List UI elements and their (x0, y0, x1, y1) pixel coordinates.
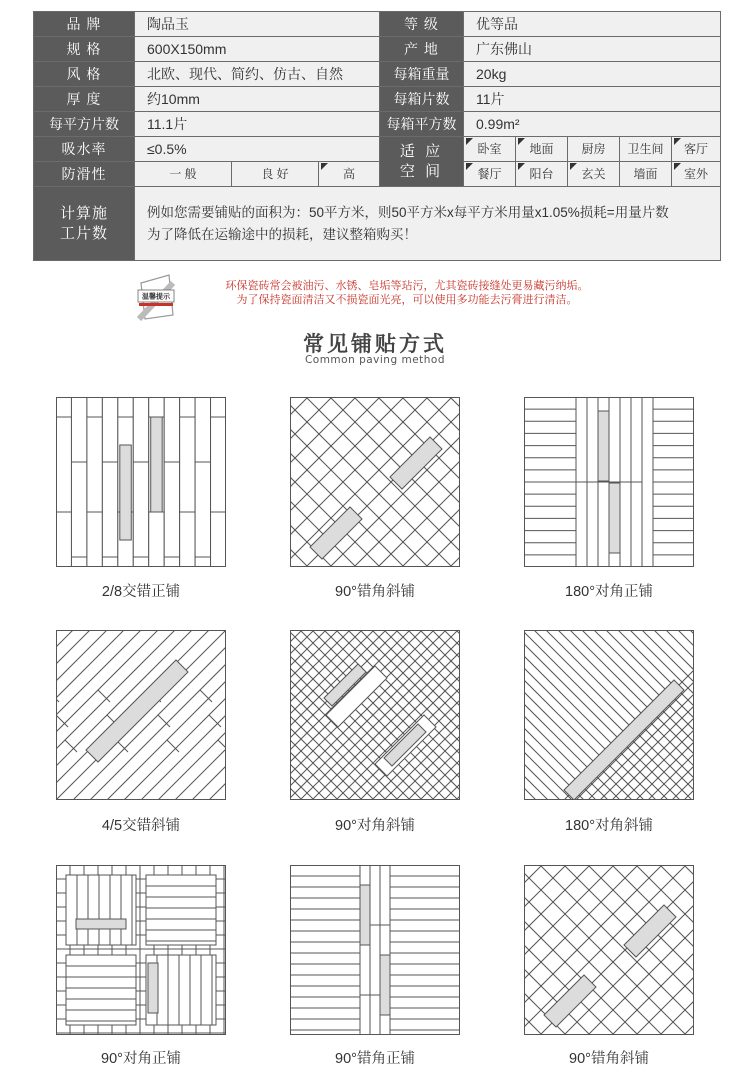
tile-mark (290, 630, 422, 800)
style-label: 风 格 (34, 62, 134, 86)
calc-label-line1: 计算施 (59, 204, 108, 222)
calc-label (34, 187, 134, 260)
per-sqm-value: 11.1片 (135, 112, 379, 136)
tile-mark (420, 630, 460, 800)
pattern-caption-7: 90°对角正铺 (101, 1051, 181, 1067)
pattern-caption-9: 90°错角斜铺 (569, 1051, 649, 1067)
tile-mark (360, 885, 370, 945)
space-balcony: 阳台 (516, 162, 567, 186)
tile-mark (209, 715, 221, 727)
pattern-2 (290, 397, 460, 567)
section-subtitle: Common paving method (304, 354, 446, 366)
slip-good: 良 好 (232, 162, 318, 186)
tile-mark (200, 690, 212, 702)
absorption-value: ≤0.5% (135, 137, 379, 161)
tile-mark (164, 397, 179, 567)
tile-mark (348, 630, 460, 800)
tip-line-1: 环保瓷砖常会被油污、水锈、皂垢等玷污，尤其瓷砖接缝处更易藏污纳垢。 (225, 280, 589, 292)
tile-mark (609, 483, 620, 553)
size-value: 600X150mm (135, 37, 379, 61)
pattern-caption-3: 180°对角正铺 (565, 584, 653, 600)
tile-mark (380, 955, 390, 1015)
space-living-room: 客厅 (672, 137, 720, 161)
pattern-caption-5: 90°对角斜铺 (335, 818, 415, 834)
pattern-5 (290, 630, 460, 800)
space-kitchen: 厨房 (568, 137, 619, 161)
tip-line-2: 为了保持瓷面清洁又不损瓷面光亮，可以使用多功能去污膏进行清洁。 (236, 294, 578, 306)
tile-mark (56, 715, 68, 727)
pattern-caption-2: 90°错角斜铺 (335, 584, 415, 600)
origin-value: 广东佛山 (464, 37, 720, 61)
tile-mark (290, 630, 326, 800)
pattern-4 (56, 630, 226, 800)
tile-mark (426, 397, 460, 567)
pattern-caption-4: 4/5交错斜铺 (101, 818, 181, 834)
tile-mark (211, 397, 226, 567)
section-title: 常见铺贴方式 (303, 332, 447, 356)
tile-mark (158, 715, 170, 727)
absorption-label: 吸水率 (34, 137, 134, 161)
tip-section (135, 270, 625, 326)
space-label-line2: 空 间 (399, 162, 444, 180)
tile-mark (290, 630, 326, 800)
tile-mark (148, 963, 158, 1013)
tile-mark (120, 445, 131, 540)
box-area-value: 0.99m² (464, 112, 720, 136)
tile-mark (195, 397, 210, 567)
tile-group (290, 397, 460, 567)
tile-group (524, 865, 694, 1035)
tile-mark (524, 630, 632, 800)
tile-mark (598, 411, 609, 481)
tile-mark (642, 397, 653, 567)
tile-mark (180, 397, 195, 567)
box-pieces-label: 每箱片数 (380, 87, 463, 111)
slip-high: 高 (319, 162, 379, 186)
size-label: 规 格 (34, 37, 134, 61)
box-weight-label: 每箱重量 (380, 62, 463, 86)
tile-mark (660, 630, 694, 800)
tile-mark (65, 740, 77, 752)
tile-group (56, 397, 226, 567)
tip-badge-icon (135, 273, 177, 321)
tile-mark (396, 630, 460, 800)
box-area-label: 每箱平方数 (380, 112, 463, 136)
tip-text (187, 279, 627, 307)
tile-mark (290, 397, 308, 567)
tile-mark (87, 397, 102, 567)
brand-value: 陶品玉 (135, 12, 379, 36)
calc-text (135, 187, 720, 260)
tile-group (290, 630, 460, 800)
pattern-caption-8: 90°错角正铺 (335, 1051, 415, 1067)
tile-mark (524, 630, 560, 800)
grade-label: 等 级 (380, 12, 463, 36)
tile-mark (86, 660, 188, 762)
space-label-line1: 适 应 (399, 142, 444, 160)
space-dining-room: 餐厅 (464, 162, 515, 186)
pattern-8 (290, 865, 460, 1035)
per-sqm-label: 每平方片数 (34, 112, 134, 136)
box-weight-value: 20kg (464, 62, 720, 86)
space-outdoor: 室外 (672, 162, 720, 186)
grade-value: 优等品 (464, 12, 720, 36)
origin-label: 产 地 (380, 37, 463, 61)
tile-mark (348, 630, 460, 800)
space-bedroom: 卧室 (464, 137, 515, 161)
slip-normal: 一 般 (135, 162, 231, 186)
tile-mark (396, 630, 460, 800)
tile-mark (151, 417, 162, 512)
space-label (380, 137, 463, 186)
space-entrance: 玄关 (568, 162, 619, 186)
tile-mark (71, 397, 86, 567)
tile-mark (524, 630, 584, 800)
tile-group (56, 865, 226, 1035)
style-value: 北欧、现代、简约、仿古、自然 (135, 62, 379, 86)
tile-group (56, 630, 226, 800)
pattern-caption-1: 2/8交错正铺 (101, 584, 181, 600)
calc-advice: 为了降低在运输途中的损耗，建议整箱购买！ (147, 226, 417, 242)
tile-mark (544, 975, 596, 1027)
tile-mark (524, 865, 542, 1035)
tile-mark (426, 397, 460, 567)
spec-table (33, 11, 721, 261)
tile-group (290, 865, 460, 1035)
tile-mark (98, 690, 110, 702)
pattern-1 (56, 397, 226, 567)
pattern-9 (524, 865, 694, 1035)
slip-label: 防滑性 (34, 162, 134, 186)
pattern-3 (524, 397, 694, 567)
calc-label-line2: 工片数 (59, 224, 108, 242)
tile-mark (167, 740, 179, 752)
pattern-caption-6: 180°对角斜铺 (565, 818, 653, 834)
tile-mark (420, 630, 460, 800)
tile-mark (56, 397, 71, 567)
thickness-value: 约10mm (135, 87, 379, 111)
space-floor: 地面 (516, 137, 567, 161)
tile-mark (660, 865, 694, 1035)
space-bathroom: 卫生间 (620, 137, 671, 161)
pattern-7 (56, 865, 226, 1035)
tip-badge-label: 温馨提示 (142, 292, 170, 301)
tile-mark (76, 919, 126, 929)
thickness-label: 厚 度 (34, 87, 134, 111)
tile-group (524, 630, 694, 800)
space-wall: 墙面 (620, 162, 671, 186)
calc-formula: 例如您需要铺贴的面积为：50平方米，则50平方米x每平方米用量x1.05%损耗=用量片数 (147, 204, 669, 220)
tile-mark (133, 397, 148, 567)
tile-mark (290, 397, 308, 567)
tile-mark (660, 865, 694, 1035)
tile-mark (524, 865, 542, 1035)
tile-mark (290, 630, 422, 800)
tile-group (524, 397, 694, 567)
brand-label: 品 牌 (34, 12, 134, 36)
pattern-6 (524, 630, 694, 800)
tile-mark (102, 397, 117, 567)
box-pieces-value: 11片 (464, 87, 720, 111)
tile-mark (310, 507, 362, 559)
